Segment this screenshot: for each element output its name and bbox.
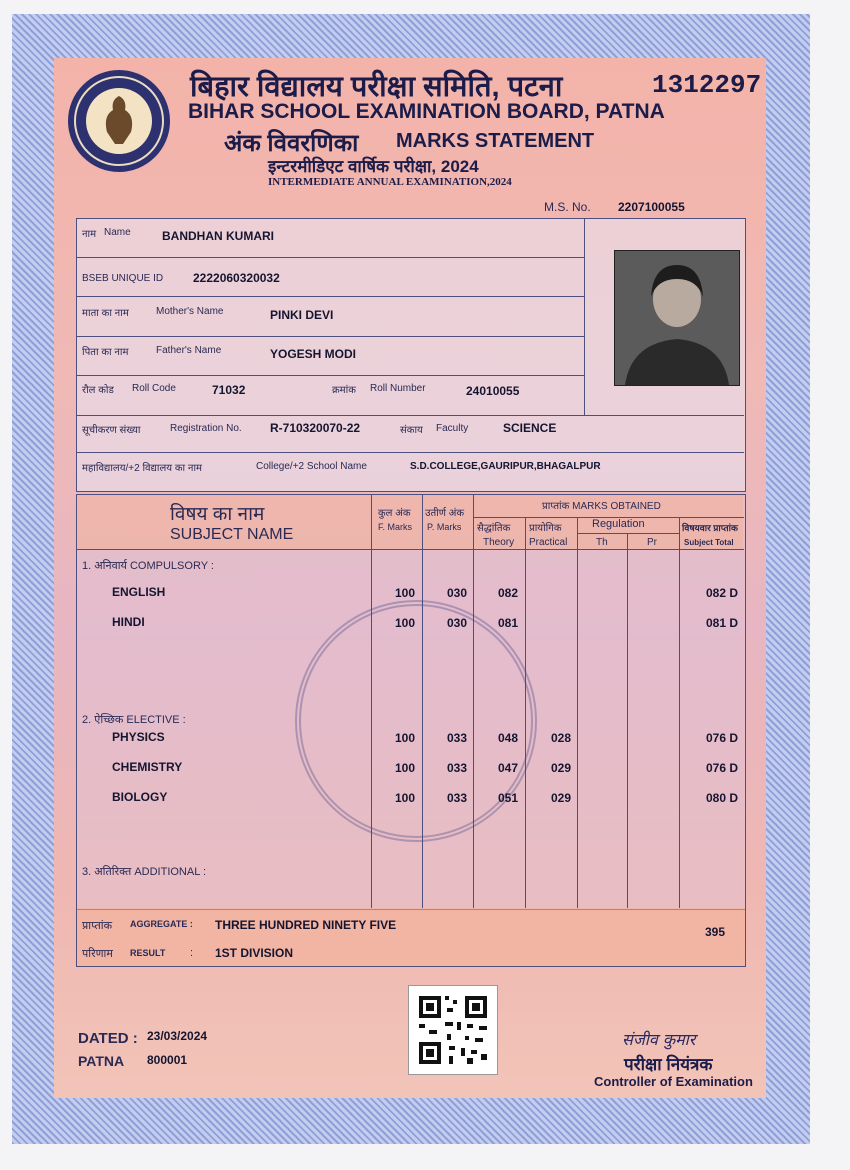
faculty-label-hindi: संकाय xyxy=(400,425,423,436)
roll-number-value: 24010055 xyxy=(466,384,520,398)
subject-header-hindi: विषय का नाम xyxy=(170,504,265,525)
name-label: Name xyxy=(104,227,131,238)
aggregate-total: 395 xyxy=(705,925,726,939)
board-title-hindi: बिहार विद्यालय परीक्षा समिति, पटना xyxy=(190,71,563,103)
pass-marks: 030 xyxy=(447,586,468,600)
student-photo xyxy=(614,250,740,386)
subject-name: CHEMISTRY xyxy=(112,760,183,774)
practical-header-hindi: प्रायोगिक xyxy=(529,523,562,534)
marks-obtained-header: प्राप्तांक MARKS OBTAINED xyxy=(542,501,661,512)
board-title-english: BIHAR SCHOOL EXAMINATION BOARD, PATNA xyxy=(188,100,665,123)
subject-total: 081 D xyxy=(706,616,739,630)
result-label: RESULT xyxy=(130,948,166,958)
pass-marks: 030 xyxy=(447,616,468,630)
ms-no-label: M.S. No. xyxy=(544,200,591,214)
mother-name: PINKI DEVI xyxy=(270,308,334,322)
full-marks: 100 xyxy=(395,791,416,805)
result-value: 1ST DIVISION xyxy=(215,946,294,960)
result-panel xyxy=(76,908,746,967)
father-label: Father's Name xyxy=(156,345,222,356)
subject-total: 080 D xyxy=(706,791,739,805)
board-watermark-seal xyxy=(295,600,537,842)
marks-statement-hindi: अंक विवरणिका xyxy=(224,130,359,157)
theory-marks: 051 xyxy=(498,791,519,805)
controller-title-hindi: परीक्षा नियंत्रक xyxy=(624,1055,713,1074)
subject-total: 076 D xyxy=(706,731,739,745)
student-name: BANDHAN KUMARI xyxy=(162,229,274,243)
practical-marks: 029 xyxy=(551,761,572,775)
theory-marks: 082 xyxy=(498,586,519,600)
subject-total-header-hindi: विषयवार प्राप्तांक xyxy=(682,523,738,533)
subject-total: 082 D xyxy=(706,586,739,600)
father-label-hindi: पिता का नाम xyxy=(82,347,129,358)
practical-header: Practical xyxy=(529,537,568,548)
pass-marks-header: P. Marks xyxy=(427,522,462,532)
additional-section-label: 3. अतिरिक्त ADDITIONAL : xyxy=(82,866,207,878)
roll-code-value: 71032 xyxy=(212,383,246,397)
subject-total: 076 D xyxy=(706,761,739,775)
dated-label: DATED : xyxy=(78,1030,138,1047)
elective-section-label: 2. ऐच्छिक ELECTIVE : xyxy=(82,714,186,726)
aggregate-in-words: THREE HUNDRED NINETY FIVE xyxy=(215,918,397,932)
issue-date: 23/03/2024 xyxy=(147,1029,208,1043)
pass-marks: 033 xyxy=(447,731,468,745)
serial-number: 1312297 xyxy=(652,70,762,100)
registration-label-hindi: सूचीकरण संख्या xyxy=(82,425,141,436)
pass-marks: 033 xyxy=(447,761,468,775)
subject-name: ENGLISH xyxy=(112,585,166,599)
controller-signature: संजीव कुमार xyxy=(622,1030,696,1049)
mother-label-hindi: माता का नाम xyxy=(82,308,129,319)
college-label-hindi: महाविद्यालय/+2 विद्यालय का नाम xyxy=(82,463,203,474)
result-separator: : xyxy=(190,947,194,959)
full-marks: 100 xyxy=(395,616,416,630)
aggregate-label: AGGREGATE : xyxy=(130,919,193,929)
college-label: College/+2 School Name xyxy=(256,461,367,472)
pass-marks-header-hindi: उतीर्ण अंक xyxy=(425,508,465,519)
compulsory-section-label: 1. अनिवार्य COMPULSORY : xyxy=(82,560,214,572)
qr-code xyxy=(408,985,498,1075)
aggregate-label-hindi: प्राप्तांक xyxy=(82,920,113,932)
controller-title-english: Controller of Examination xyxy=(594,1074,753,1089)
college-value: S.D.COLLEGE,GAURIPUR,BHAGALPUR xyxy=(410,461,601,472)
full-marks-header-hindi: कुल अंक xyxy=(378,508,411,519)
theory-marks: 047 xyxy=(498,761,519,775)
theory-marks: 081 xyxy=(498,616,519,630)
practical-marks: 028 xyxy=(551,731,572,745)
full-marks: 100 xyxy=(395,586,416,600)
mother-label: Mother's Name xyxy=(156,306,224,317)
pin-code: 800001 xyxy=(147,1053,188,1067)
subject-name: HINDI xyxy=(112,615,145,629)
faculty-value: SCIENCE xyxy=(503,421,557,435)
roll-code-label-hindi: रौल कोड xyxy=(82,385,114,396)
place-label: PATNA xyxy=(78,1053,125,1069)
full-marks: 100 xyxy=(395,761,416,775)
subject-total-header: Subject Total xyxy=(684,538,734,547)
registration-label: Registration No. xyxy=(170,423,242,434)
regulation-th-header: Th xyxy=(596,537,608,548)
uid-value: 2222060320032 xyxy=(193,271,280,285)
roll-number-label-hindi: क्रमांक xyxy=(332,385,356,396)
board-seal-logo xyxy=(68,70,170,172)
theory-header-hindi: सैद्धांतिक xyxy=(477,523,511,534)
full-marks-header: F. Marks xyxy=(378,522,413,532)
ms-no-value: 2207100055 xyxy=(618,200,685,214)
full-marks: 100 xyxy=(395,731,416,745)
theory-marks: 048 xyxy=(498,731,519,745)
subject-header-english: SUBJECT NAME xyxy=(170,526,294,543)
pass-marks: 033 xyxy=(447,791,468,805)
result-label-hindi: परिणाम xyxy=(82,948,113,960)
exam-name-hindi: इन्टरमीडिएट वार्षिक परीक्षा, 2024 xyxy=(268,157,479,176)
father-name: YOGESH MODI xyxy=(270,347,357,361)
roll-number-label: Roll Number xyxy=(370,383,426,394)
uid-label: BSEB UNIQUE ID xyxy=(82,273,164,284)
practical-marks: 029 xyxy=(551,791,572,805)
regulation-pr-header: Pr xyxy=(647,537,657,548)
name-label-hindi: नाम xyxy=(82,229,97,240)
exam-name-english: INTERMEDIATE ANNUAL EXAMINATION,2024 xyxy=(268,176,512,188)
regulation-header: Regulation xyxy=(592,518,645,530)
theory-header: Theory xyxy=(483,537,515,548)
faculty-label: Faculty xyxy=(436,423,469,434)
registration-value: R-710320070-22 xyxy=(270,421,361,435)
marks-statement-english: MARKS STATEMENT xyxy=(396,130,595,152)
roll-code-label: Roll Code xyxy=(132,383,176,394)
subject-name: PHYSICS xyxy=(112,730,165,744)
subject-name: BIOLOGY xyxy=(112,790,168,804)
